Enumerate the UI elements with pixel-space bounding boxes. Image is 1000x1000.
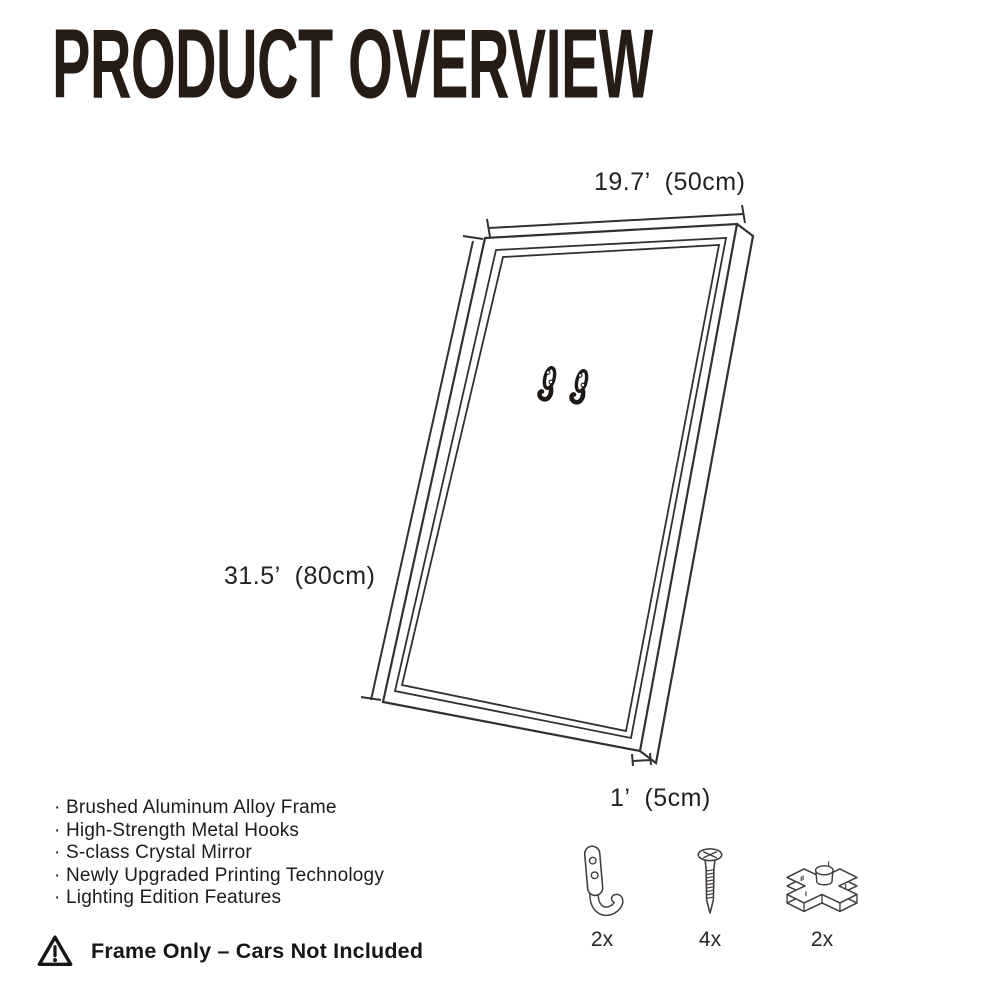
feature-list (54, 797, 384, 910)
hardware-qty: 4x (698, 928, 722, 951)
feature-item: · Lighting Edition Features (54, 887, 282, 909)
warning-text: Frame Only – Cars Not Included (91, 938, 424, 963)
warning-note (36, 933, 423, 969)
height-dimension-label: 31.5’ (80cm) (224, 562, 376, 590)
page-title: PRODUCT OVERVIEW (52, 9, 653, 120)
hardware-qty: 2x (590, 928, 614, 951)
hardware-screw (662, 844, 758, 952)
feature-item: · S-class Crystal Mirror (54, 842, 252, 864)
width-dimension-label: 19.7’ (50cm) (594, 168, 746, 196)
screw-icon (688, 844, 732, 926)
hardware-cross-bracket (766, 844, 878, 952)
depth-dimension-label: 1’ (5cm) (610, 784, 711, 812)
feature-item: · Brushed Aluminum Alloy Frame (54, 797, 337, 818)
hanging-hook-icon (572, 370, 589, 403)
wall-hook-icon (571, 844, 633, 926)
cross-bracket-icon (769, 850, 875, 918)
hardware-qty: 2x (810, 928, 834, 951)
hanging-hook-icon (540, 367, 557, 400)
feature-item: · High-Strength Metal Hooks (54, 819, 300, 841)
feature-item: · Newly Upgraded Printing Technology (54, 864, 385, 886)
warning-triangle-icon (36, 933, 74, 969)
dimension-lines (361, 205, 745, 766)
hanging-hooks (540, 367, 589, 403)
frame-inner-border (395, 238, 726, 738)
frame-outline (383, 224, 753, 763)
hardware-wall-hook (550, 844, 654, 952)
